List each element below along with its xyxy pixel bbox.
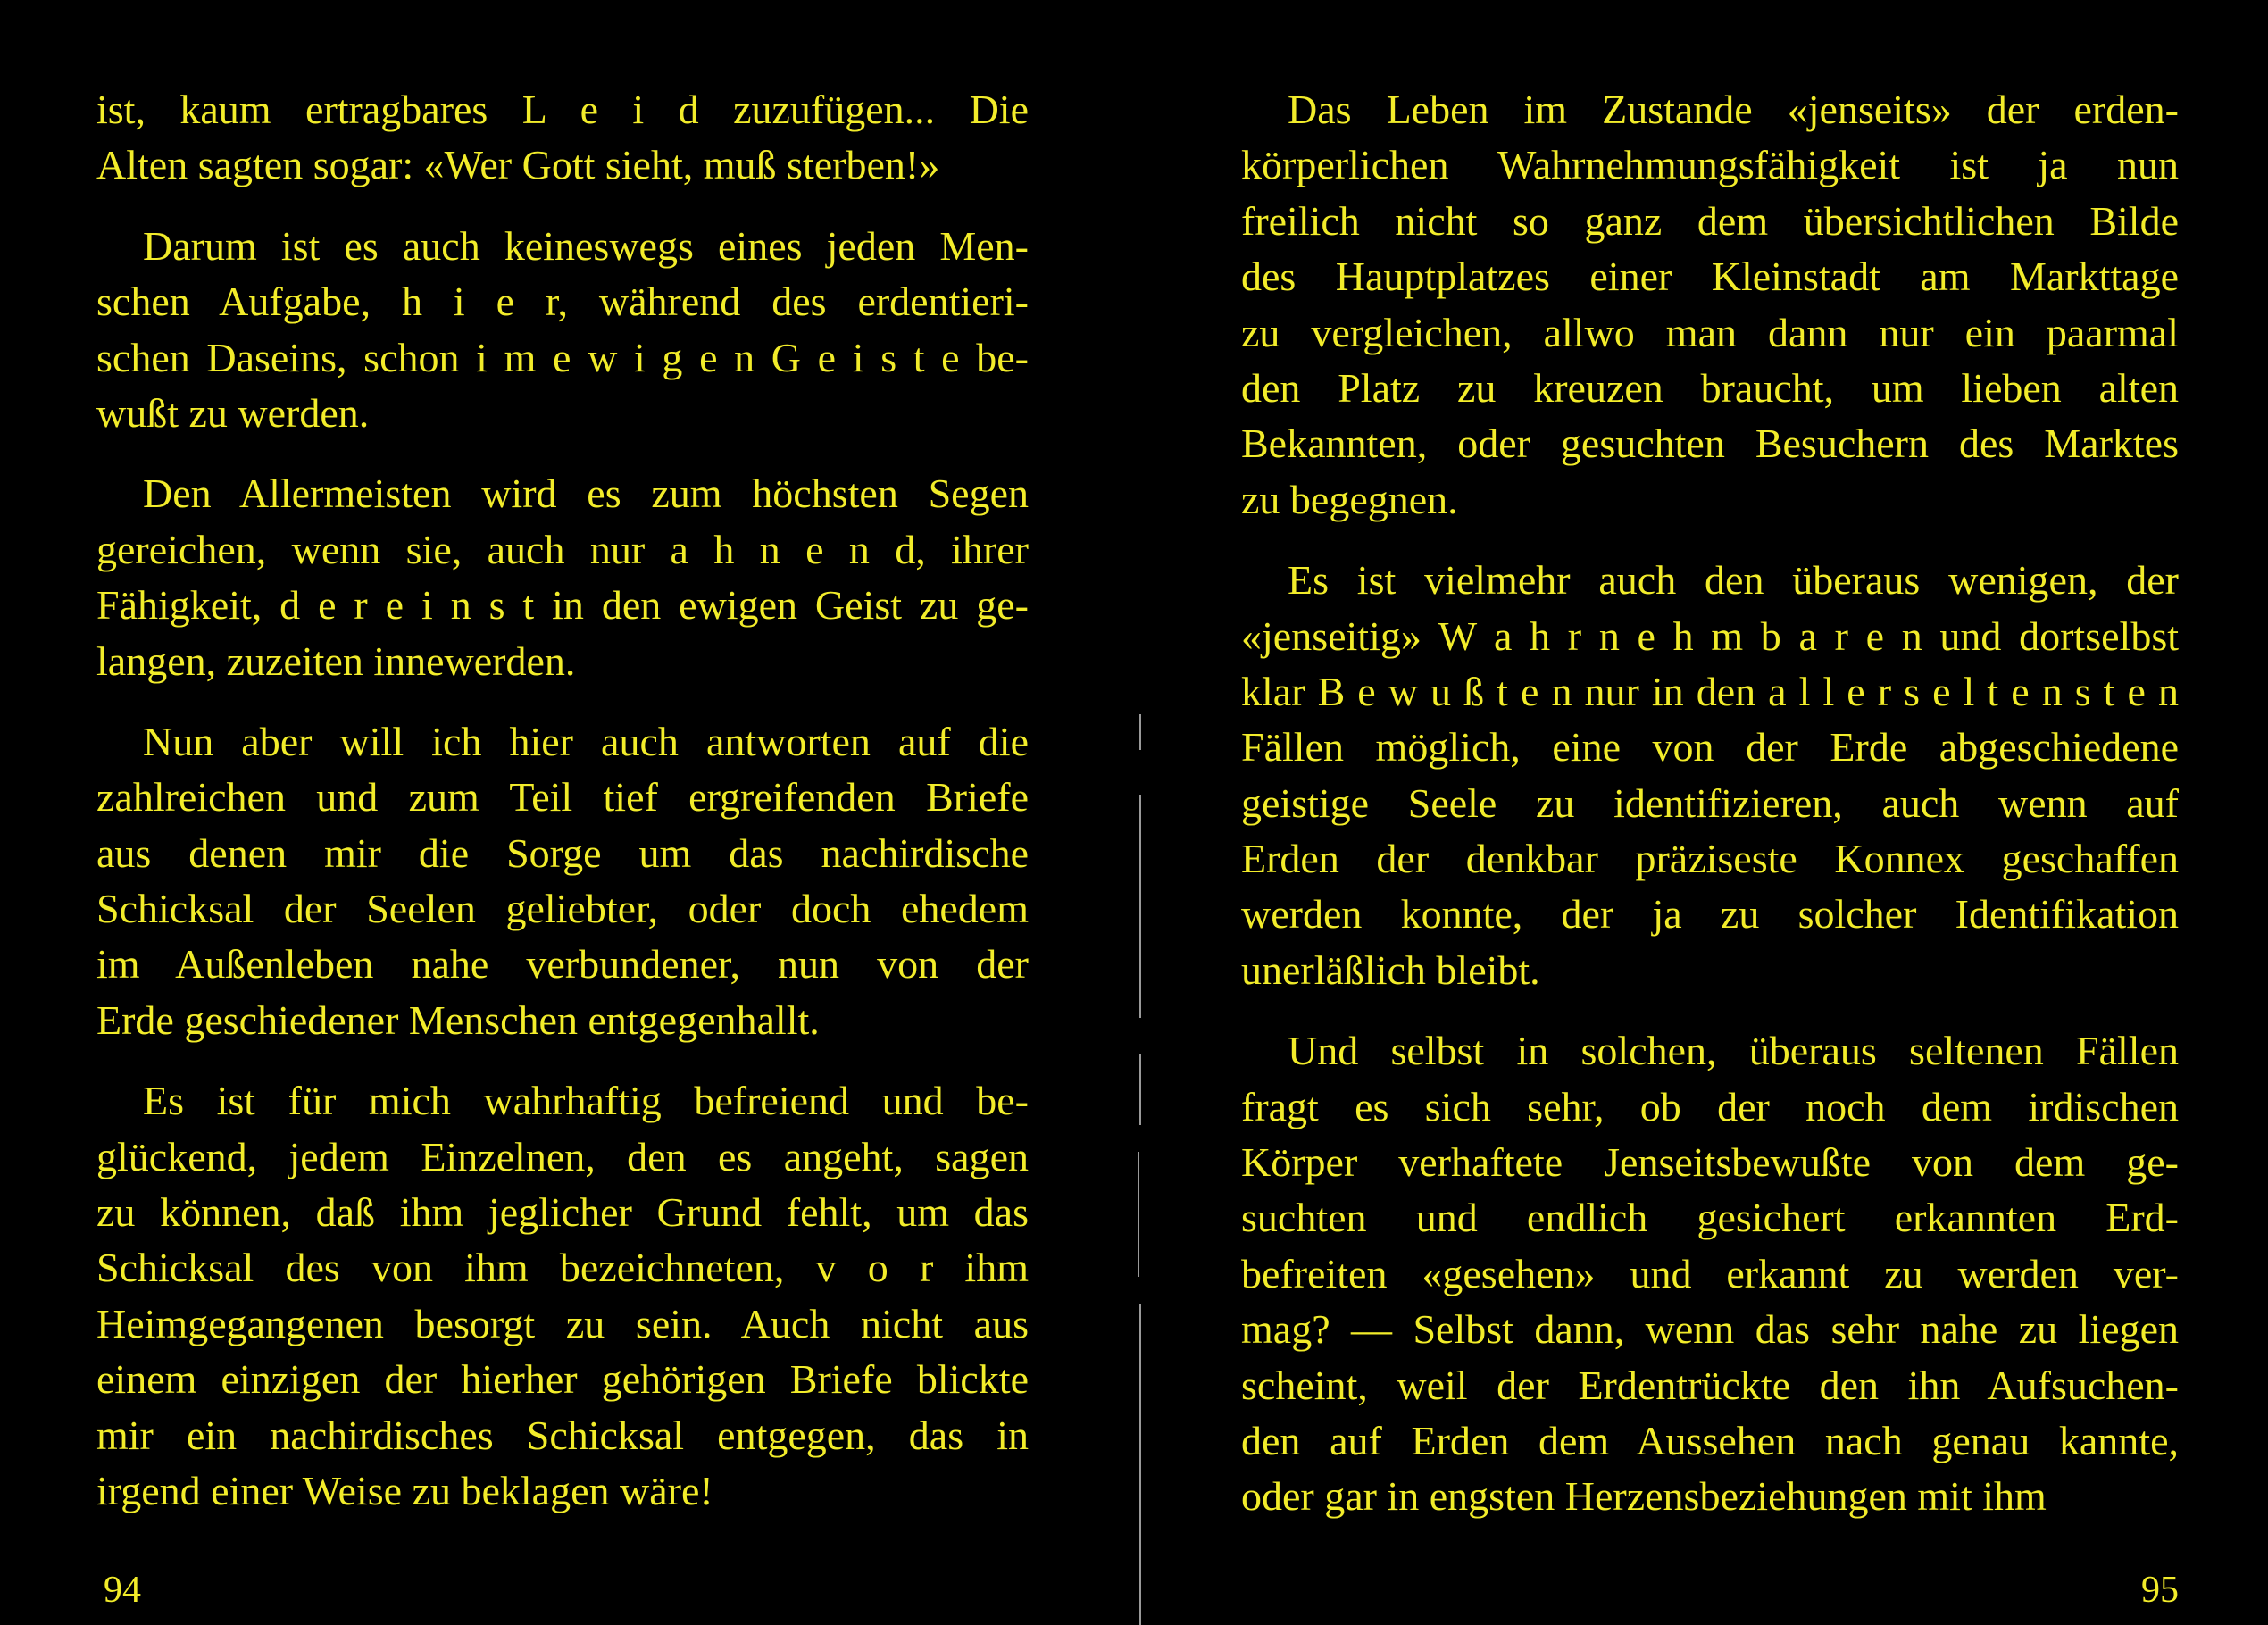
text-line: zahlreichen und zum Teil tief ergreifenden Briefe (96, 774, 1029, 821)
gutter-mark (1139, 1054, 1141, 1125)
text-line: Nun aber will ich hier auch antworten auf die (143, 718, 1029, 764)
text-line: zu begegnen. (1241, 476, 1458, 522)
text-line: oder gar in engsten Herzensbeziehungen mit ihm (1241, 1473, 2047, 1520)
text-line: unerläßlich bleibt. (1241, 946, 1540, 993)
text-line: schen Daseins, schon i m e w i g e n G e i s t e be- (96, 334, 1029, 380)
text-line: Fällen möglich, eine von der Erde abgeschiedene (1241, 724, 2179, 771)
text-line: fragt es sich sehr, ob der noch dem irdischen (1241, 1083, 2179, 1129)
text-line: zu vergleichen, allwo man dann nur ein paarmal (1241, 309, 2179, 355)
text-line: «jenseitig» W a h r n e h m b a r e n und dortselbst (1241, 612, 2179, 659)
text-line: einem einzigen der hierher gehörigen Briefe blickte (96, 1356, 1029, 1403)
text-line: Den Allermeisten wird es zum höchsten Segen (143, 471, 1029, 517)
page-number-right: 95 (2141, 1570, 2179, 1611)
text-line: befreiten «gesehen» und erkannt zu werden ver- (1241, 1250, 2179, 1296)
text-line: den auf Erden dem Aussehen nach genau kannte, (1241, 1417, 2179, 1463)
text-line: den Platz zu kreuzen braucht, um lieben alten (1241, 364, 2179, 411)
gutter-mark (1139, 795, 1141, 1018)
text-line: aus denen mir die Sorge um das nachirdische (96, 829, 1029, 876)
text-line: im Außenleben nahe verbundener, nun von der (96, 941, 1029, 988)
text-line: gereichen, wenn sie, auch nur a h n e n d, ihrer (96, 526, 1029, 572)
paragraph (96, 466, 1029, 689)
paragraph (1241, 553, 2179, 998)
right-page-text (1241, 82, 2179, 1550)
paragraph (96, 82, 1029, 194)
text-line: Erden der denkbar präziseste Konnex geschaffen (1241, 836, 2179, 882)
text-line: körperlichen Wahrnehmungsfähigkeit ist ja nun (1241, 142, 2179, 188)
text-line: werden konnte, der ja zu solcher Identifikation (1241, 891, 2179, 938)
text-line: langen, zuzeiten innewerden. (96, 638, 576, 684)
text-line: mag? — Selbst dann, wenn das sehr nahe zu liegen (1241, 1306, 2179, 1353)
text-line: klar B e w u ß t e n nur in den a l l e r s e l t e n s t e n (1241, 668, 2179, 714)
gutter-mark (1139, 1304, 1141, 1625)
text-line: des Hauptplatzes einer Kleinstadt am Markttage (1241, 254, 2179, 300)
text-line: Es ist für mich wahrhaftig befreiend und be- (143, 1078, 1029, 1124)
text-line: scheint, weil der Erdentrückte den ihn Aufsuchen- (1241, 1362, 2179, 1408)
text-line: Körper verhaftete Jenseitsbewußte von dem ge- (1241, 1139, 2179, 1186)
text-line: geistige Seele zu identifizieren, auch wenn auf (1241, 779, 2179, 826)
text-line: suchten und endlich gesichert erkannten Erd- (1241, 1195, 2179, 1241)
text-line: Fähigkeit, d e r e i n s t in den ewigen Geist zu ge- (96, 582, 1029, 629)
text-line: Es ist vielmehr auch den überaus wenigen, der (1288, 557, 2179, 604)
gutter-mark (1139, 714, 1141, 750)
text-line: zu können, daß ihm jeglicher Grund fehlt, um das (96, 1189, 1029, 1236)
paragraph (1241, 1023, 2179, 1525)
text-line: Darum ist es auch keineswegs eines jeden Men- (143, 222, 1029, 269)
text-line: wußt zu werden. (96, 389, 370, 436)
page-number-left: 94 (104, 1570, 141, 1611)
paragraph (1241, 82, 2179, 528)
text-line: Und selbst in solchen, überaus seltenen Fällen (1288, 1028, 2179, 1074)
text-line: Erde geschiedener Menschen entgegenhallt. (96, 996, 820, 1043)
paragraph (96, 219, 1029, 442)
text-line: Bekannten, oder gesuchten Besuchern des Marktes (1241, 421, 2179, 467)
gutter-mark (1138, 1152, 1139, 1277)
book-gutter (1132, 714, 1148, 1625)
text-line: mir ein nachirdisches Schicksal entgegen, das in (96, 1412, 1029, 1458)
paragraph (96, 714, 1029, 1048)
text-line: irgend einer Weise zu beklagen wäre! (96, 1467, 713, 1513)
text-line: schen Aufgabe, h i e r, während des erdentieri- (96, 279, 1029, 325)
text-line: freilich nicht so ganz dem übersichtlichen Bilde (1241, 197, 2179, 244)
text-line: Schicksal der Seelen geliebter, oder doch ehedem (96, 886, 1029, 932)
text-line: ist, kaum ertragbares L e i d zuzufügen... Die (96, 87, 1029, 132)
text-line: Alten sagten sogar: «Wer Gott sieht, muß sterben!» (96, 142, 940, 188)
left-page-text (96, 82, 1029, 1544)
text-line: Heimgegangenen besorgt zu sein. Auch nicht aus (96, 1300, 1029, 1346)
text-line: Das Leben im Zustande «jenseits» der erden- (1288, 87, 2179, 132)
text-line: Schicksal des von ihm bezeichneten, v o r ihm (96, 1245, 1029, 1291)
text-line: glückend, jedem Einzelnen, den es angeht, sagen (96, 1133, 1029, 1179)
paragraph (96, 1073, 1029, 1519)
